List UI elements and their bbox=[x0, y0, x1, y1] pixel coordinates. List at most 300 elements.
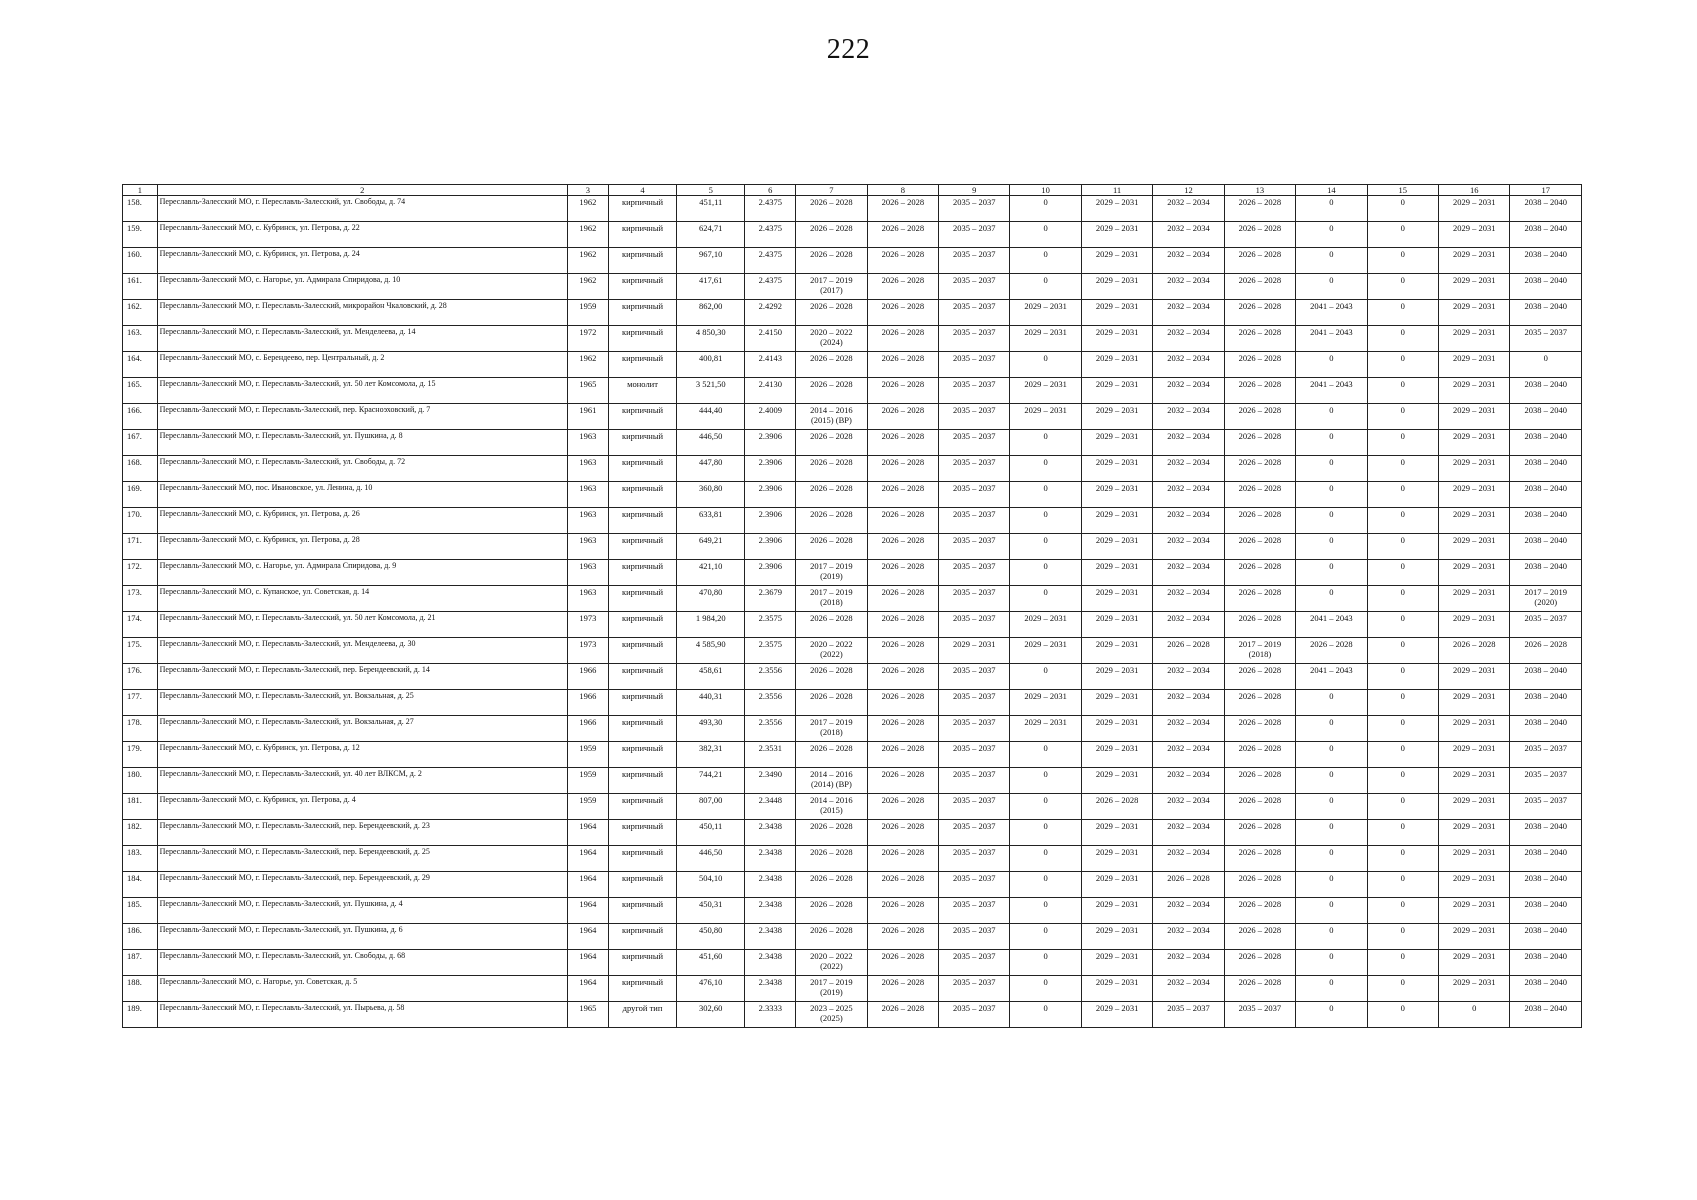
table-cell: 0 bbox=[1296, 768, 1367, 794]
table-cell: 2026 – 2028 bbox=[867, 1002, 938, 1028]
table-body bbox=[123, 196, 1582, 1028]
column-header: 8 bbox=[867, 185, 938, 196]
table-cell: 2026 – 2028 bbox=[867, 196, 938, 222]
table-cell: 0 bbox=[1367, 742, 1438, 768]
table-cell: Переславль-Залесский МО, с. Берендеево, пер. Центральный, д. 2 bbox=[157, 352, 567, 378]
table-cell: 2035 – 2037 bbox=[939, 768, 1010, 794]
table-cell: 2026 – 2028 bbox=[1224, 560, 1295, 586]
table-cell: 2014 – 2016 (2015) bbox=[796, 794, 867, 820]
table-cell: Переславль-Залесский МО, с. Кубринск, ул. Петрова, д. 24 bbox=[157, 248, 567, 274]
table-cell: Переславль-Залесский МО, г. Переславль-Залесский, ул. Свободы, д. 72 bbox=[157, 456, 567, 482]
table-cell: 1963 bbox=[567, 482, 608, 508]
table-cell: 1966 bbox=[567, 690, 608, 716]
table-row bbox=[123, 716, 1582, 742]
table-cell: 2026 – 2028 bbox=[796, 430, 867, 456]
table-cell: 2035 – 2037 bbox=[939, 456, 1010, 482]
table-cell: Переславль-Залесский МО, г. Переславль-Залесский, ул. Свободы, д. 68 bbox=[157, 950, 567, 976]
table-cell: кирпичный bbox=[608, 690, 676, 716]
table-cell: 2032 – 2034 bbox=[1153, 404, 1224, 430]
table-cell: кирпичный bbox=[608, 924, 676, 950]
table-cell: 2.3906 bbox=[745, 482, 796, 508]
table-cell: Переславль-Залесский МО, г. Переславль-Залесский, ул. 50 лет Комсомола, д. 21 bbox=[157, 612, 567, 638]
table-cell: 2029 – 2031 bbox=[1438, 794, 1509, 820]
table-cell: 1965 bbox=[567, 1002, 608, 1028]
table-cell: 2.3490 bbox=[745, 768, 796, 794]
table-cell: 2026 – 2028 bbox=[867, 950, 938, 976]
table-cell: 444,40 bbox=[677, 404, 745, 430]
table-cell: 2029 – 2031 bbox=[939, 638, 1010, 664]
table-cell: 2035 – 2037 bbox=[939, 794, 1010, 820]
table-cell: 458,61 bbox=[677, 664, 745, 690]
table-cell: 2026 – 2028 bbox=[867, 794, 938, 820]
table-cell: 2035 – 2037 bbox=[939, 976, 1010, 1002]
table-cell: 2026 – 2028 bbox=[867, 586, 938, 612]
table-cell: 2041 – 2043 bbox=[1296, 326, 1367, 352]
table-cell: 2023 – 2025 (2025) bbox=[796, 1002, 867, 1028]
table-cell: 2017 – 2019 (2019) bbox=[796, 976, 867, 1002]
table-cell: 2029 – 2031 bbox=[1081, 300, 1152, 326]
table-cell: 450,11 bbox=[677, 820, 745, 846]
table-cell: 0 bbox=[1010, 560, 1081, 586]
table-cell: 2026 – 2028 bbox=[867, 612, 938, 638]
table-cell: 2035 – 2037 bbox=[939, 326, 1010, 352]
table-cell: 1965 bbox=[567, 378, 608, 404]
table-cell: 0 bbox=[1296, 274, 1367, 300]
table-cell: 624,71 bbox=[677, 222, 745, 248]
table-cell: 2026 – 2028 bbox=[867, 404, 938, 430]
table-cell: 2038 – 2040 bbox=[1510, 690, 1582, 716]
table-cell: Переславль-Залесский МО, с. Нагорье, ул. Советская, д. 5 bbox=[157, 976, 567, 1002]
table-cell: 171. bbox=[123, 534, 158, 560]
table-cell: 2026 – 2028 bbox=[867, 378, 938, 404]
table-cell: 1966 bbox=[567, 716, 608, 742]
table-cell: 2029 – 2031 bbox=[1010, 638, 1081, 664]
table-cell: 2029 – 2031 bbox=[1081, 768, 1152, 794]
table-cell: 0 bbox=[1296, 430, 1367, 456]
table-cell: 2014 – 2016 (2015) (ВР) bbox=[796, 404, 867, 430]
table-cell: 2026 – 2028 bbox=[1224, 378, 1295, 404]
table-cell: 2035 – 2037 bbox=[1510, 326, 1582, 352]
table-cell: 2026 – 2028 bbox=[1224, 248, 1295, 274]
table-cell: 2026 – 2028 bbox=[1153, 638, 1224, 664]
table-cell: 2029 – 2031 bbox=[1081, 638, 1152, 664]
table-cell: 2029 – 2031 bbox=[1438, 534, 1509, 560]
table-cell: 177. bbox=[123, 690, 158, 716]
table-cell: 2.4143 bbox=[745, 352, 796, 378]
column-header: 5 bbox=[677, 185, 745, 196]
table-cell: 2.3575 bbox=[745, 638, 796, 664]
table-cell: 2026 – 2028 bbox=[1224, 820, 1295, 846]
table-cell: кирпичный bbox=[608, 612, 676, 638]
table-cell: 451,60 bbox=[677, 950, 745, 976]
table-cell: 0 bbox=[1367, 534, 1438, 560]
table-cell: 0 bbox=[1367, 716, 1438, 742]
table-cell: 2035 – 2037 bbox=[939, 1002, 1010, 1028]
table-cell: Переславль-Залесский МО, г. Переславль-Залесский, микрорайон Чкаловский, д. 28 bbox=[157, 300, 567, 326]
column-header: 13 bbox=[1224, 185, 1295, 196]
table-cell: 2032 – 2034 bbox=[1153, 300, 1224, 326]
table-cell: кирпичный bbox=[608, 352, 676, 378]
table-cell: монолит bbox=[608, 378, 676, 404]
table-cell: 2.3575 bbox=[745, 612, 796, 638]
table-cell: 0 bbox=[1296, 404, 1367, 430]
table-cell: 0 bbox=[1367, 950, 1438, 976]
table-cell: 2026 – 2028 bbox=[867, 690, 938, 716]
page-number: 222 bbox=[826, 34, 871, 65]
table-cell: 2026 – 2028 bbox=[867, 456, 938, 482]
table-cell: 446,50 bbox=[677, 846, 745, 872]
table-cell: 2029 – 2031 bbox=[1010, 716, 1081, 742]
table-cell: кирпичный bbox=[608, 950, 676, 976]
table-cell: 0 bbox=[1010, 898, 1081, 924]
table-cell: 0 bbox=[1296, 950, 1367, 976]
table-cell: 187. bbox=[123, 950, 158, 976]
table-cell: 2029 – 2031 bbox=[1438, 768, 1509, 794]
table-cell: 0 bbox=[1296, 196, 1367, 222]
table-cell: 2020 – 2022 (2022) bbox=[796, 950, 867, 976]
table-row bbox=[123, 638, 1582, 664]
table-cell: 2029 – 2031 bbox=[1438, 872, 1509, 898]
table-cell: 2032 – 2034 bbox=[1153, 456, 1224, 482]
table-row bbox=[123, 1002, 1582, 1028]
table-cell: 174. bbox=[123, 612, 158, 638]
table-cell: 2026 – 2028 bbox=[796, 872, 867, 898]
table-cell: Переславль-Залесский МО, г. Переславль-Залесский, ул. Вокзальная, д. 27 bbox=[157, 716, 567, 742]
table-cell: 2026 – 2028 bbox=[796, 924, 867, 950]
table-cell: 2026 – 2028 bbox=[1224, 742, 1295, 768]
table-cell: 2029 – 2031 bbox=[1438, 508, 1509, 534]
table-cell: 2026 – 2028 bbox=[867, 248, 938, 274]
table-cell: 2029 – 2031 bbox=[1438, 898, 1509, 924]
table-cell: 2035 – 2037 bbox=[939, 690, 1010, 716]
table-cell: 2026 – 2028 bbox=[867, 976, 938, 1002]
table-cell: 2041 – 2043 bbox=[1296, 300, 1367, 326]
table-cell: 170. bbox=[123, 508, 158, 534]
column-header: 12 bbox=[1153, 185, 1224, 196]
table-cell: 2029 – 2031 bbox=[1438, 300, 1509, 326]
table-cell: 0 bbox=[1367, 326, 1438, 352]
table-cell: кирпичный bbox=[608, 716, 676, 742]
table-cell: 2.4375 bbox=[745, 196, 796, 222]
table-cell: 2032 – 2034 bbox=[1153, 274, 1224, 300]
table-cell: 2035 – 2037 bbox=[939, 716, 1010, 742]
table-cell: 2026 – 2028 bbox=[1224, 716, 1295, 742]
table-cell: 2035 – 2037 bbox=[939, 534, 1010, 560]
column-header: 17 bbox=[1510, 185, 1582, 196]
table-cell: 2029 – 2031 bbox=[1438, 612, 1509, 638]
table-cell: 2.3556 bbox=[745, 716, 796, 742]
table-cell: Переславль-Залесский МО, с. Купанское, ул. Советская, д. 14 bbox=[157, 586, 567, 612]
table-cell: 1963 bbox=[567, 560, 608, 586]
table-cell: 2029 – 2031 bbox=[1081, 534, 1152, 560]
table-cell: 2020 – 2022 (2022) bbox=[796, 638, 867, 664]
table-cell: 2038 – 2040 bbox=[1510, 508, 1582, 534]
table-cell: 2.3679 bbox=[745, 586, 796, 612]
table-cell: 2026 – 2028 bbox=[1224, 300, 1295, 326]
table-cell: 0 bbox=[1010, 352, 1081, 378]
table-cell: 2026 – 2028 bbox=[1224, 404, 1295, 430]
table-cell: 421,10 bbox=[677, 560, 745, 586]
table-cell: 0 bbox=[1367, 482, 1438, 508]
table-row bbox=[123, 482, 1582, 508]
table-row bbox=[123, 300, 1582, 326]
column-header: 15 bbox=[1367, 185, 1438, 196]
table-cell: 2026 – 2028 bbox=[796, 456, 867, 482]
table-cell: 2035 – 2037 bbox=[939, 222, 1010, 248]
table-cell: 2041 – 2043 bbox=[1296, 664, 1367, 690]
table-cell: 0 bbox=[1010, 768, 1081, 794]
table-cell: 2026 – 2028 bbox=[867, 846, 938, 872]
table-cell: 2029 – 2031 bbox=[1081, 950, 1152, 976]
table-cell: 2035 – 2037 bbox=[1224, 1002, 1295, 1028]
table-cell: Переславль-Залесский МО, с. Кубринск, ул. Петрова, д. 28 bbox=[157, 534, 567, 560]
table-cell: 0 bbox=[1367, 924, 1438, 950]
table-cell: 2038 – 2040 bbox=[1510, 1002, 1582, 1028]
table-cell: 2041 – 2043 bbox=[1296, 378, 1367, 404]
table-cell: 2038 – 2040 bbox=[1510, 898, 1582, 924]
table-cell: 2026 – 2028 bbox=[867, 898, 938, 924]
table-cell: 2038 – 2040 bbox=[1510, 404, 1582, 430]
table-cell: 2026 – 2028 bbox=[1224, 690, 1295, 716]
table-cell: 0 bbox=[1296, 820, 1367, 846]
table-cell: 2026 – 2028 bbox=[796, 664, 867, 690]
table-cell: Переславль-Залесский МО, г. Переславль-Залесский, ул. Свободы, д. 74 bbox=[157, 196, 567, 222]
table-row bbox=[123, 560, 1582, 586]
table-cell: 440,31 bbox=[677, 690, 745, 716]
table-cell: 1961 bbox=[567, 404, 608, 430]
table-cell: 0 bbox=[1010, 820, 1081, 846]
table-cell: кирпичный bbox=[608, 430, 676, 456]
table-cell: 2029 – 2031 bbox=[1438, 664, 1509, 690]
table-cell: 4 850,30 bbox=[677, 326, 745, 352]
table-cell: 2029 – 2031 bbox=[1438, 924, 1509, 950]
table-cell: кирпичный bbox=[608, 846, 676, 872]
table-cell: 2.3906 bbox=[745, 430, 796, 456]
table-cell: 2026 – 2028 bbox=[867, 274, 938, 300]
table-cell: 2029 – 2031 bbox=[1438, 326, 1509, 352]
table-cell: 493,30 bbox=[677, 716, 745, 742]
table-cell: 2035 – 2037 bbox=[1510, 742, 1582, 768]
table-cell: 2.3438 bbox=[745, 872, 796, 898]
table-cell: Переславль-Залесский МО, г. Переславль-Залесский, пер. Берендеевский, д. 14 bbox=[157, 664, 567, 690]
table-cell: 447,80 bbox=[677, 456, 745, 482]
table-cell: 2026 – 2028 bbox=[796, 742, 867, 768]
table-cell: 161. bbox=[123, 274, 158, 300]
table-cell: 2035 – 2037 bbox=[939, 482, 1010, 508]
table-cell: 2.3906 bbox=[745, 456, 796, 482]
table-cell: 2029 – 2031 bbox=[1438, 976, 1509, 1002]
table-cell: кирпичный bbox=[608, 976, 676, 1002]
table-cell: 0 bbox=[1010, 248, 1081, 274]
table-cell: 1964 bbox=[567, 950, 608, 976]
table-cell: 2029 – 2031 bbox=[1081, 612, 1152, 638]
table-cell: 0 bbox=[1367, 300, 1438, 326]
table-cell: 2035 – 2037 bbox=[1510, 612, 1582, 638]
table-cell: 2026 – 2028 bbox=[867, 222, 938, 248]
table-cell: 2035 – 2037 bbox=[939, 196, 1010, 222]
table-row bbox=[123, 898, 1582, 924]
table-cell: 2026 – 2028 bbox=[796, 820, 867, 846]
column-header: 4 bbox=[608, 185, 676, 196]
table-cell: 0 bbox=[1367, 248, 1438, 274]
table-cell: 2.4009 bbox=[745, 404, 796, 430]
table-cell: 2026 – 2028 bbox=[1224, 196, 1295, 222]
table-cell: 169. bbox=[123, 482, 158, 508]
table-cell: Переславль-Залесский МО, с. Кубринск, ул. Петрова, д. 4 bbox=[157, 794, 567, 820]
table-cell: 2035 – 2037 bbox=[939, 274, 1010, 300]
table-row bbox=[123, 508, 1582, 534]
table-cell: 181. bbox=[123, 794, 158, 820]
table-cell: кирпичный bbox=[608, 872, 676, 898]
table-cell: 0 bbox=[1296, 898, 1367, 924]
table-cell: Переславль-Залесский МО, г. Переславль-Залесский, ул. 40 лет ВЛКСМ, д. 2 bbox=[157, 768, 567, 794]
table-cell: 2026 – 2028 bbox=[796, 508, 867, 534]
table-cell: 0 bbox=[1367, 456, 1438, 482]
table-cell: 2038 – 2040 bbox=[1510, 924, 1582, 950]
table-row bbox=[123, 742, 1582, 768]
table-cell: 2029 – 2031 bbox=[1081, 872, 1152, 898]
table-cell: 2026 – 2028 bbox=[867, 430, 938, 456]
table-cell: 0 bbox=[1296, 222, 1367, 248]
table-cell: кирпичный bbox=[608, 768, 676, 794]
table-cell: 2038 – 2040 bbox=[1510, 534, 1582, 560]
table-cell: 2035 – 2037 bbox=[1510, 768, 1582, 794]
table-cell: 2026 – 2028 bbox=[1224, 794, 1295, 820]
table-cell: 1963 bbox=[567, 430, 608, 456]
table-cell: 0 bbox=[1367, 352, 1438, 378]
table-cell: 3 521,50 bbox=[677, 378, 745, 404]
table-row bbox=[123, 872, 1582, 898]
column-header: 3 bbox=[567, 185, 608, 196]
table-cell: 967,10 bbox=[677, 248, 745, 274]
table-cell: 2026 – 2028 bbox=[796, 482, 867, 508]
table-cell: Переславль-Залесский МО, г. Переславль-Залесский, ул. Менделеева, д. 30 bbox=[157, 638, 567, 664]
table-cell: 1964 bbox=[567, 872, 608, 898]
table-cell: 2029 – 2031 bbox=[1438, 248, 1509, 274]
table-cell: 2029 – 2031 bbox=[1010, 612, 1081, 638]
table-cell: 2029 – 2031 bbox=[1438, 404, 1509, 430]
table-cell: 2038 – 2040 bbox=[1510, 430, 1582, 456]
table-cell: 0 bbox=[1010, 430, 1081, 456]
table-cell: 1964 bbox=[567, 924, 608, 950]
table-cell: 2038 – 2040 bbox=[1510, 950, 1582, 976]
table-cell: 176. bbox=[123, 664, 158, 690]
table-cell: 2026 – 2028 bbox=[1224, 482, 1295, 508]
table-cell: 2.3906 bbox=[745, 560, 796, 586]
table-cell: 2.3438 bbox=[745, 950, 796, 976]
table-row bbox=[123, 404, 1582, 430]
table-cell: 0 bbox=[1296, 716, 1367, 742]
table-cell: 2026 – 2028 bbox=[867, 742, 938, 768]
table-cell: 0 bbox=[1367, 898, 1438, 924]
table-cell: 2038 – 2040 bbox=[1510, 456, 1582, 482]
table-cell: 2029 – 2031 bbox=[1438, 846, 1509, 872]
table-cell: 0 bbox=[1296, 846, 1367, 872]
table-cell: Переславль-Залесский МО, г. Переславль-Залесский, пер. Берендеевский, д. 29 bbox=[157, 872, 567, 898]
table-cell: 2.4150 bbox=[745, 326, 796, 352]
table-cell: 2032 – 2034 bbox=[1153, 222, 1224, 248]
table-cell: 0 bbox=[1296, 794, 1367, 820]
table-cell: 2026 – 2028 bbox=[796, 690, 867, 716]
table-cell: 633,81 bbox=[677, 508, 745, 534]
table-cell: Переславль-Залесский МО, с. Нагорье, ул. Адмирала Спиридова, д. 9 bbox=[157, 560, 567, 586]
table-cell: 165. bbox=[123, 378, 158, 404]
table-cell: 649,21 bbox=[677, 534, 745, 560]
table-row bbox=[123, 586, 1582, 612]
column-header: 11 bbox=[1081, 185, 1152, 196]
table-cell: Переславль-Залесский МО, г. Переславль-Залесский, ул. Вокзальная, д. 25 bbox=[157, 690, 567, 716]
table-cell: 2032 – 2034 bbox=[1153, 534, 1224, 560]
table-cell: 2032 – 2034 bbox=[1153, 612, 1224, 638]
table-cell: 0 bbox=[1367, 560, 1438, 586]
table-cell: 2035 – 2037 bbox=[939, 664, 1010, 690]
table-cell: 2038 – 2040 bbox=[1510, 846, 1582, 872]
table-cell: 159. bbox=[123, 222, 158, 248]
table-cell: 2032 – 2034 bbox=[1153, 742, 1224, 768]
table-cell: 2041 – 2043 bbox=[1296, 612, 1367, 638]
table-cell: 2026 – 2028 bbox=[796, 352, 867, 378]
table-cell: 173. bbox=[123, 586, 158, 612]
table-cell: 2029 – 2031 bbox=[1081, 690, 1152, 716]
table-row bbox=[123, 846, 1582, 872]
table-cell: 2.3438 bbox=[745, 846, 796, 872]
table-cell: 1959 bbox=[567, 742, 608, 768]
table-cell: 2035 – 2037 bbox=[939, 924, 1010, 950]
table-cell: 2.3531 bbox=[745, 742, 796, 768]
table-cell: 2032 – 2034 bbox=[1153, 794, 1224, 820]
table-cell: 178. bbox=[123, 716, 158, 742]
table-cell: 2.3438 bbox=[745, 820, 796, 846]
table-cell: кирпичный bbox=[608, 534, 676, 560]
table-cell: 2026 – 2028 bbox=[1224, 950, 1295, 976]
table-cell: 2026 – 2028 bbox=[867, 300, 938, 326]
table-cell: кирпичный bbox=[608, 794, 676, 820]
table-cell: кирпичный bbox=[608, 196, 676, 222]
table-cell: 0 bbox=[1010, 222, 1081, 248]
table-cell: 0 bbox=[1367, 846, 1438, 872]
table-cell: 2026 – 2028 bbox=[1224, 430, 1295, 456]
table-cell: 2026 – 2028 bbox=[867, 820, 938, 846]
table-cell: 2.4130 bbox=[745, 378, 796, 404]
table-cell: 2032 – 2034 bbox=[1153, 560, 1224, 586]
table-cell: 2032 – 2034 bbox=[1153, 378, 1224, 404]
table-cell: Переславль-Залесский МО, г. Переславль-Залесский, ул. Пушкина, д. 6 bbox=[157, 924, 567, 950]
table-cell: 0 bbox=[1296, 534, 1367, 560]
table-cell: 2035 – 2037 bbox=[939, 300, 1010, 326]
table-cell: 0 bbox=[1367, 222, 1438, 248]
table-cell: 2035 – 2037 bbox=[939, 404, 1010, 430]
table-cell: 2026 – 2028 bbox=[867, 924, 938, 950]
table-cell: 1973 bbox=[567, 638, 608, 664]
table-cell: 2029 – 2031 bbox=[1081, 1002, 1152, 1028]
table-cell: 2029 – 2031 bbox=[1438, 586, 1509, 612]
table-cell: 2026 – 2028 bbox=[1224, 612, 1295, 638]
table-cell: 2032 – 2034 bbox=[1153, 586, 1224, 612]
table-cell: 2029 – 2031 bbox=[1081, 742, 1152, 768]
table-cell: 2035 – 2037 bbox=[939, 560, 1010, 586]
table-cell: 2026 – 2028 bbox=[1438, 638, 1509, 664]
table-cell: Переславль-Залесский МО, с. Кубринск, ул. Петрова, д. 22 bbox=[157, 222, 567, 248]
table-cell: Переславль-Залесский МО, г. Переславль-Залесский, ул. Пырьева, д. 58 bbox=[157, 1002, 567, 1028]
table-cell: Переславль-Залесский МО, с. Кубринск, ул. Петрова, д. 26 bbox=[157, 508, 567, 534]
table-cell: кирпичный bbox=[608, 222, 676, 248]
table-row bbox=[123, 222, 1582, 248]
table-cell: 2026 – 2028 bbox=[867, 508, 938, 534]
table-row bbox=[123, 534, 1582, 560]
table-cell: 2026 – 2028 bbox=[867, 352, 938, 378]
table-cell: 2032 – 2034 bbox=[1153, 924, 1224, 950]
table-cell: 2.3448 bbox=[745, 794, 796, 820]
